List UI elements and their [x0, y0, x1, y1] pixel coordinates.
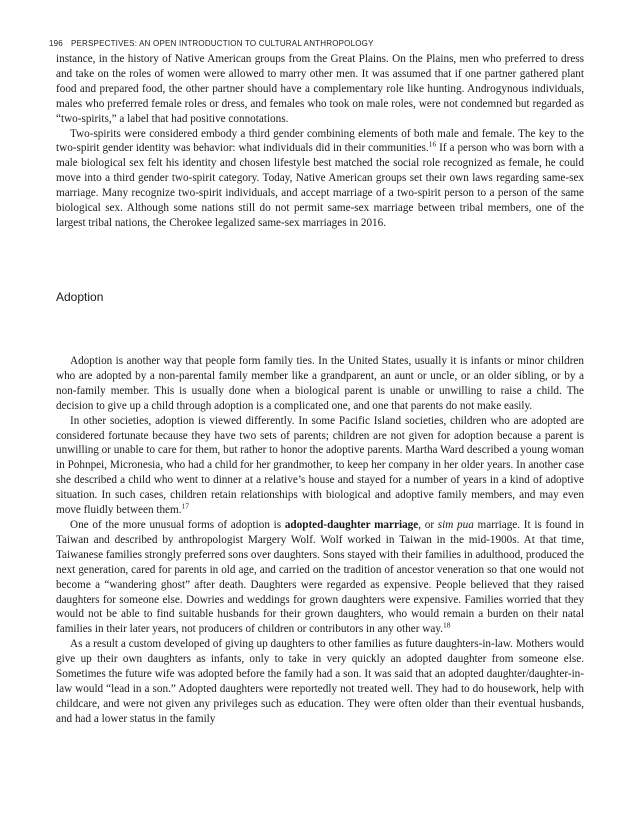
italic-term: sim pua: [437, 518, 474, 531]
paragraph: [56, 354, 584, 414]
body-text-block-1: [56, 52, 584, 231]
paragraph-text: instance, in the history of Native American groups from the Great Plains. On the Plains, men who preferred to dress and take on the roles of women were allowed to marry other men. It was assumed that if one partner gathered plant food and prepared food, the other partner should have a complementary role like hunting. Androgynous individuals, males who preferred female roles or dress, and females who took on male roles, were not condemned but regarded as “two-spirits,” a label that had positive connotations.: [56, 53, 584, 125]
paragraph-text: If a person who was born with a male biological sex felt his identity and chosen lifestyle best matched the social role recognized as female, he could move into a third gender two-spirit category. Today, Native American groups set their own laws regarding same-sex marriage. Many recognize two-spirit individuals, and accept marriage of a two-spirit person to a person of the same biological sex. Although some nations still do not permit same-sex marriage between tribal members, one of the largest tribal nations, the Cherokee legalized same-sex marriages in 2016.: [56, 142, 584, 229]
paragraph: [56, 127, 584, 231]
paragraph-text: Two-spirits were considered embody a third gender combining elements of both male and female. The key to the two-spirit gender identity was behavior: what individuals did in their communities.: [56, 127, 584, 155]
paragraph: [56, 637, 584, 726]
paragraph-text: Adoption is another way that people form family ties. In the United States, usually it is infants or minor children who are adopted by a non-parental family member like a grandparent, an aunt or uncle, or an older sibling, or by a non-family member. This is usually done when a biological parent is unable or unwilling to raise a child. The decision to give up a child through adoption is a complicated one, and one that parents do not make easily.: [56, 355, 584, 412]
body-text-block-2: [56, 354, 584, 727]
page-number: 196: [49, 39, 63, 48]
running-title: PERSPECTIVES: AN OPEN INTRODUCTION TO CULTURAL ANTHROPOLOGY: [70, 39, 374, 48]
paragraph-text: marriage. It is found in Taiwan and described by anthropologist Margery Wolf. Wolf worked in Taiwan in the mid-1900s. At that time, Taiwanese families strongly preferred sons over daughters. Sons stayed with their families in adulthood, produced the next generation, cared for parents in old age, and carried on the tradition of ancestor veneration so that one would not become a “wandering ghost” after death. Daughters were regarded as expensive. People believed that they raised daughters for someone else. Dowries and weddings for grown daughters were expensive. Families worried that they would not be able to find suitable husbands for their grown daughters, who would remain a burden on their natal families in their later years, not producers of children or contributors in any other way.: [56, 518, 585, 636]
paragraph-text: In other societies, adoption is viewed differently. In some Pacific Island societies, children who are adopted are considered fortunate because they have two sets of parents; children are not given for adoption because a parent is unwilling or unable to care for them, but rather to honor the adoptive parents. Martha Ward described a young woman in Pohnpei, Micronesia, who had a child for her grandmother, to keep her company in her older years. In another case she described a child who went to dinner at a relative’s house and stayed for a number of years in a kind of adoptive situation. In such cases, children retain relationships with biological and adoptive family members, and may even move fluidly between them.: [56, 414, 584, 517]
footnote-ref[interactable]: 17: [181, 501, 190, 511]
footnote-ref[interactable]: 16: [428, 139, 437, 149]
paragraph-text: One of the more unusual forms of adoption is: [70, 518, 285, 531]
section-heading: Adoption: [56, 290, 104, 304]
paragraph: [56, 52, 584, 127]
paragraph-text: , or: [418, 518, 438, 531]
key-term: adopted-daughter marriage: [284, 518, 419, 531]
paragraph-text: As a result a custom developed of giving up daughters to other families as future daughters-in-law. Mothers would give up their own daughters as infants, only to take in very quickly an adopted daughter from someone else. Sometimes the future wife was adopted before the family had a son. It was said that an adopted daughter/daughter-in-law would “lead in a son.” Adopted daughters were reportedly not treated well. They had to do housework, help with childcare, and were not given any privileges such as education. They were often older than their eventual husbands, and had a lower status in the family: [56, 638, 584, 725]
paragraph: [56, 518, 584, 637]
paragraph: [56, 414, 584, 518]
footnote-ref[interactable]: 18: [442, 620, 451, 630]
running-header: [49, 39, 589, 48]
